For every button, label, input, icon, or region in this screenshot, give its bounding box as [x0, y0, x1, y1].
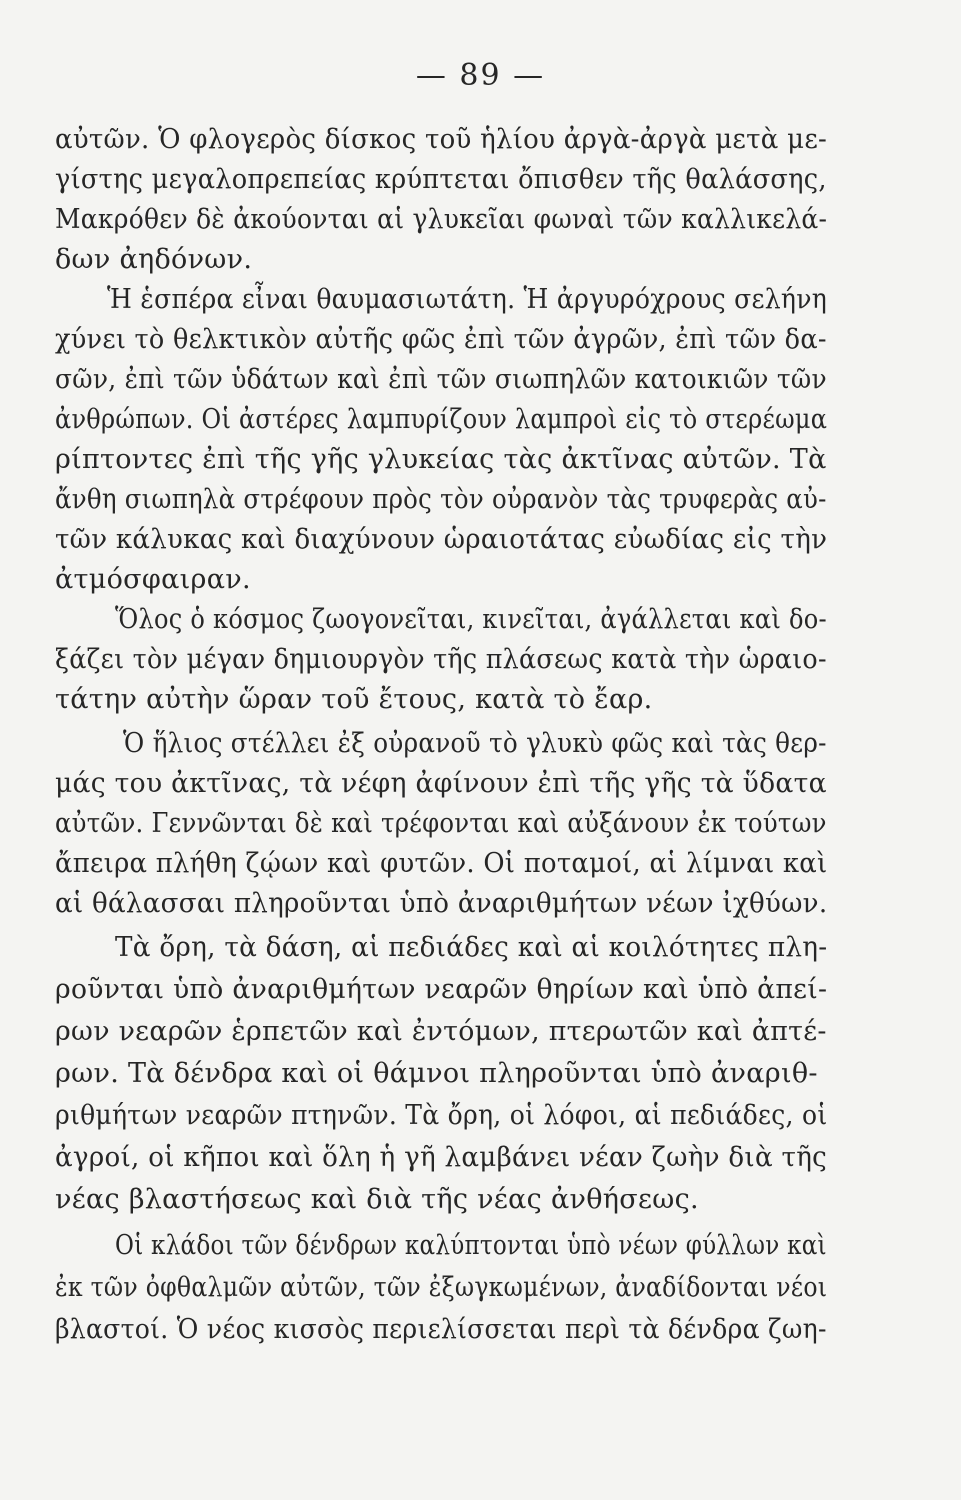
- text-line: ξάζει τὸν μέγαν δημιουργὸν τῆς πλάσεως κατὰ τὴν ὡραιο-: [55, 644, 827, 675]
- text-line: Τὰ ὄρη, τὰ δάση, αἱ πεδιάδες καὶ αἱ κοιλότητες πλη-: [115, 932, 828, 963]
- text-line: ρων νεαρῶν ἑρπετῶν καὶ ἐντόμων, πτερωτῶν καὶ ἀπτέ-: [55, 1016, 827, 1047]
- text-line: ἄπειρα πλήθη ζῴων καὶ φυτῶν. Οἱ ποταμοί, αἱ λίμναι καὶ: [55, 848, 828, 879]
- text-line: δων ἀηδόνων.: [55, 244, 253, 275]
- text-line: Μακρόθεν δὲ ἀκούονται αἱ γλυκεῖαι φωναὶ τῶν καλλικελά-: [55, 204, 828, 235]
- text-line: χύνει τὸ θελκτικὸν αὐτῆς φῶς ἐπὶ τῶν ἀγρῶν, ἐπὶ τῶν δα-: [55, 324, 827, 355]
- text-line: ριθμήτων νεαρῶν πτηνῶν. Τὰ ὄρη, οἱ λόφοι, αἱ πεδιάδες, οἱ: [55, 1100, 828, 1131]
- text-line: ρων. Τὰ δένδρα καὶ οἱ θάμνοι πληροῦνται ὑπὸ ἀναριθ-: [55, 1058, 818, 1089]
- text-line: ἄνθη σιωπηλὰ στρέφουν πρὸς τὸν οὐρανὸν τὰς τρυφερὰς αὐ-: [55, 484, 827, 515]
- text-line: σῶν, ἐπὶ τῶν ὑδάτων καὶ ἐπὶ τῶν σιωπηλῶν κατοικιῶν τῶν: [55, 364, 827, 395]
- text-line: ἀγροί, οἱ κῆποι καὶ ὅλη ἡ γῆ λαμβάνει νέαν ζωὴν διὰ τῆς: [55, 1142, 828, 1173]
- page-number: — 89 —: [415, 58, 546, 93]
- text-line: νέας βλαστήσεως καὶ διὰ τῆς νέας ἀνθήσεως.: [55, 1184, 699, 1215]
- text-line: Οἱ κλάδοι τῶν δένδρων καλύπτονται ὑπὸ νέων φύλλων καὶ: [115, 1230, 827, 1261]
- text-line: αὐτῶν. Γεννῶνται δὲ καὶ τρέφονται καὶ αὐξάνουν ἐκ τούτων: [55, 808, 827, 839]
- text-line: Ὁ ἥλιος στέλλει ἐξ οὐρανοῦ τὸ γλυκὺ φῶς καὶ τὰς θερ-: [123, 728, 827, 759]
- text-line: αὐτῶν. Ὁ φλογερὸς δίσκος τοῦ ἡλίου ἀργὰ-ἀργὰ μετὰ με-: [55, 124, 828, 155]
- text-line: βλαστοί. Ὁ νέος κισσὸς περιελίσσεται περὶ τὰ δένδρα ζωη-: [55, 1314, 827, 1345]
- text-line: αἱ θάλασσαι πληροῦνται ὑπὸ ἀναριθμήτων νέων ἰχθύων.: [55, 888, 828, 919]
- text-line: ροῦνται ὑπὸ ἀναριθμήτων νεαρῶν θηρίων καὶ ὑπὸ ἀπεί-: [55, 974, 828, 1005]
- text-line: ἀνθρώπων. Οἱ ἀστέρες λαμπυρίζουν λαμπροὶ εἰς τὸ στερέωμα: [55, 404, 828, 435]
- text-line: ἐκ τῶν ὀφθαλμῶν αὐτῶν, τῶν ἐξωγκωμένων, ἀναδίδονται νέοι: [55, 1272, 828, 1303]
- text-line: Ὅλος ὁ κόσμος ζωογονεῖται, κινεῖται, ἀγάλλεται καὶ δο-: [115, 604, 827, 635]
- text-line: τῶν κάλυκας καὶ διαχύνουν ὡραιοτάτας εὐωδίας εἰς τὴν: [55, 524, 828, 555]
- text-line: μάς του ἀκτῖνας, τὰ νέφη ἀφίνουν ἐπὶ τῆς γῆς τὰ ὕδατα: [55, 768, 827, 799]
- text-line: ρίπτοντες ἐπὶ τῆς γῆς γλυκείας τὰς ἀκτῖνας αὐτῶν. Τὰ: [55, 444, 827, 475]
- text-line: γίστης μεγαλοπρεπείας κρύπτεται ὄπισθεν τῆς θαλάσσης,: [55, 164, 827, 195]
- text-line: ἀτμόσφαιραν.: [55, 564, 251, 595]
- text-line: τάτην αὐτὴν ὥραν τοῦ ἔτους, κατὰ τὸ ἔαρ.: [55, 684, 653, 715]
- text-line: Ἡ ἑσπέρα εἶναι θαυμασιωτάτη. Ἡ ἀργυρόχρους σελήνη: [107, 284, 828, 315]
